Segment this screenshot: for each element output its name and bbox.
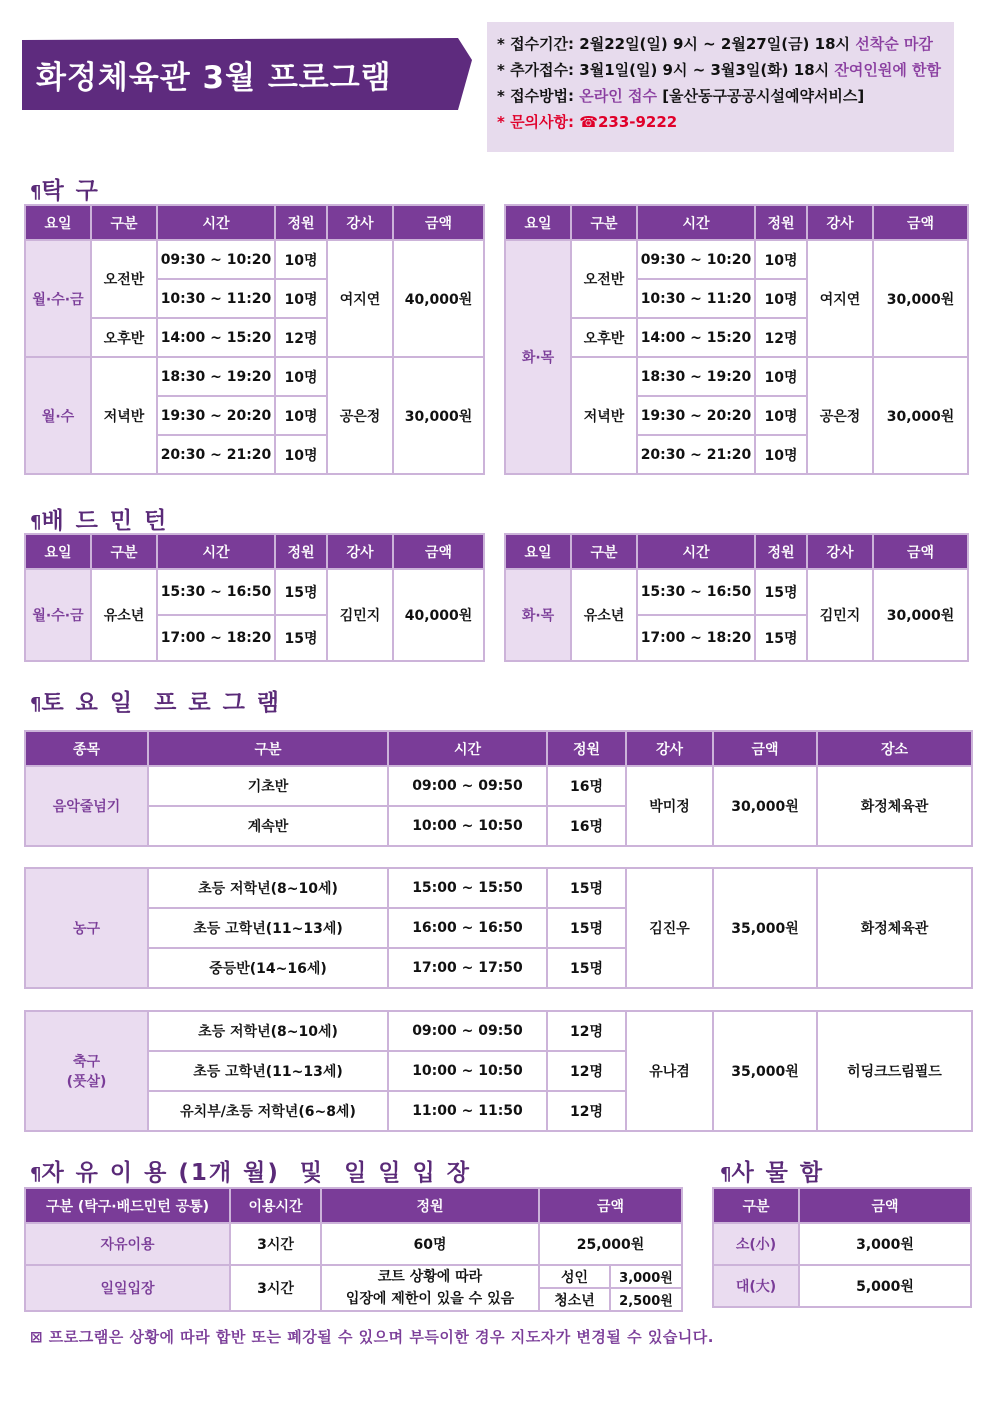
locker-small-label: 소(小)	[713, 1223, 799, 1265]
saturday-jumprope-table	[24, 730, 973, 847]
fee-cell: 25,000원	[539, 1223, 682, 1265]
capacity-cell: 10명	[275, 240, 327, 279]
capacity-cell: 16명	[547, 766, 626, 806]
header-capacity: 정원	[321, 1188, 539, 1223]
day-cell: 화·목	[505, 569, 571, 661]
section-mark: ¶	[30, 182, 42, 203]
event-name: 축구	[72, 1054, 101, 1070]
adult-fee: 3,000원	[610, 1265, 682, 1288]
header-usage-time: 이용시간	[230, 1188, 321, 1223]
header-capacity: 정원	[275, 534, 327, 569]
badminton-mwf-table	[24, 533, 485, 662]
info-line-period	[497, 31, 944, 57]
header-fee: 금액	[393, 534, 484, 569]
capacity-cell: 10명	[275, 435, 327, 474]
info-note: 온라인 접수	[579, 87, 657, 105]
header-event: 종목	[25, 731, 148, 766]
time-cell: 19:30 ~ 20:20	[637, 396, 755, 435]
section-title-text: 탁 구	[41, 178, 100, 204]
class-cell: 저녁반	[91, 357, 157, 474]
info-line-method	[497, 83, 944, 109]
header-class: 구분 (탁구·배드민턴 공통)	[25, 1188, 230, 1223]
header-fee: 금액	[873, 205, 968, 240]
youth-label: 청소년	[539, 1288, 610, 1311]
time-cell: 09:00 ~ 09:50	[388, 1011, 547, 1051]
info-box	[487, 22, 954, 152]
info-label: * 문의사항:	[497, 113, 575, 131]
time-cell: 17:00 ~ 18:20	[637, 615, 755, 661]
class-cell: 초등 저학년(8~10세)	[148, 1011, 388, 1051]
header-day: 요일	[25, 534, 91, 569]
instructor-cell: 김민지	[327, 569, 393, 661]
header-capacity: 정원	[547, 731, 626, 766]
capacity-cell: 12명	[755, 318, 807, 357]
section-mark: ¶	[30, 512, 42, 533]
header-class: 구분	[571, 205, 637, 240]
class-cell: 유소년	[91, 569, 157, 661]
header-instructor: 강사	[327, 205, 393, 240]
header-class: 구분	[571, 534, 637, 569]
youth-fee: 2,500원	[610, 1288, 682, 1311]
class-cell: 계속반	[148, 806, 388, 846]
fee-cell: 30,000원	[873, 240, 968, 357]
fee-cell: 30,000원	[873, 569, 968, 661]
info-label: * 접수기간:	[497, 35, 575, 53]
day-cell: 월·수	[25, 357, 91, 474]
capacity-cell: 10명	[755, 279, 807, 318]
time-cell: 15:30 ~ 16:50	[637, 569, 755, 615]
section-title-table-tennis	[30, 172, 100, 205]
capacity-cell: 12명	[547, 1011, 626, 1051]
capacity-cell: 12명	[275, 318, 327, 357]
day-cell: 월·수·금	[25, 240, 91, 357]
header-instructor: 강사	[626, 731, 713, 766]
event-cell: 농구	[25, 868, 148, 988]
daily-entry-label: 일일입장	[25, 1265, 230, 1311]
header-place: 장소	[817, 731, 972, 766]
instructor-cell: 박미정	[626, 766, 713, 846]
info-note: 잔여인원에 한함	[834, 61, 942, 79]
time-cell: 20:30 ~ 21:20	[637, 435, 755, 474]
time-cell: 16:00 ~ 16:50	[388, 908, 547, 948]
day-cell: 화·목	[505, 240, 571, 474]
time-cell: 14:00 ~ 15:20	[637, 318, 755, 357]
time-cell: 10:30 ~ 11:20	[637, 279, 755, 318]
free-use-label: 자유이용	[25, 1223, 230, 1265]
capacity-cell: 15명	[755, 615, 807, 661]
header-class: 구분	[148, 731, 388, 766]
time-cell: 17:00 ~ 18:20	[157, 615, 275, 661]
capacity-cell: 10명	[275, 357, 327, 396]
time-cell: 09:30 ~ 10:20	[637, 240, 755, 279]
free-use-table	[24, 1187, 683, 1312]
fee-cell: 30,000원	[873, 357, 968, 474]
header-time: 시간	[637, 534, 755, 569]
section-title-text: 사 물 함	[731, 1160, 825, 1186]
header-fee: 금액	[713, 731, 817, 766]
place-cell: 화정체육관	[817, 766, 972, 846]
header-day: 요일	[505, 205, 571, 240]
class-cell: 오후반	[571, 318, 637, 357]
locker-small-fee: 3,000원	[799, 1223, 971, 1265]
section-title-text: 배 드 민 턴	[41, 508, 169, 534]
info-label: * 접수방법:	[497, 87, 575, 105]
header-instructor: 강사	[807, 534, 873, 569]
usage-time-cell: 3시간	[230, 1265, 321, 1311]
header-fee: 금액	[539, 1188, 682, 1223]
time-cell: 09:30 ~ 10:20	[157, 240, 275, 279]
info-label: * 추가접수:	[497, 61, 575, 79]
header-instructor: 강사	[807, 205, 873, 240]
section-title-badminton	[30, 502, 168, 535]
header-class: 구분	[91, 205, 157, 240]
header-class: 구분	[713, 1188, 799, 1223]
section-mark: ¶	[30, 1164, 42, 1185]
capacity-cell: 15명	[547, 868, 626, 908]
class-cell: 유치부/초등 저학년(6~8세)	[148, 1091, 388, 1131]
day-cell: 월·수·금	[25, 569, 91, 661]
header-instructor: 강사	[327, 534, 393, 569]
info-note: 선착순 마감	[855, 35, 933, 53]
info-line-extra	[497, 57, 944, 83]
header-day: 요일	[25, 205, 91, 240]
capacity-cell: 12명	[547, 1091, 626, 1131]
capacity-note-cell	[321, 1265, 539, 1311]
usage-time-cell: 3시간	[230, 1223, 321, 1265]
fee-cell: 30,000원	[713, 766, 817, 846]
capacity-cell: 10명	[755, 357, 807, 396]
time-cell: 18:30 ~ 19:20	[157, 357, 275, 396]
capacity-cell: 10명	[755, 240, 807, 279]
section-title-free-use	[30, 1154, 471, 1187]
event-subname: (풋살)	[66, 1074, 107, 1090]
time-cell: 17:00 ~ 17:50	[388, 948, 547, 988]
instructor-cell: 공은정	[807, 357, 873, 474]
class-cell: 기초반	[148, 766, 388, 806]
instructor-cell: 유나겸	[626, 1011, 713, 1131]
header-time: 시간	[388, 731, 547, 766]
adult-label: 성인	[539, 1265, 610, 1288]
header-fee: 금액	[799, 1188, 971, 1223]
time-cell: 19:30 ~ 20:20	[157, 396, 275, 435]
capacity-note-line: 입장에 제한이 있을 수 있음	[345, 1291, 515, 1307]
info-value: 2월22일(일) 9시 ~ 2월27일(금) 18시	[579, 35, 850, 53]
fee-cell: 40,000원	[393, 240, 484, 357]
fee-cell: 30,000원	[393, 357, 484, 474]
table-tennis-tt-table	[504, 204, 969, 475]
instructor-cell: 공은정	[327, 357, 393, 474]
header-fee: 금액	[873, 534, 968, 569]
locker-table	[712, 1187, 972, 1308]
place-cell: 히딩크드림필드	[817, 1011, 972, 1131]
header-day: 요일	[505, 534, 571, 569]
event-cell: 음악줄넘기	[25, 766, 148, 846]
class-cell: 오전반	[91, 240, 157, 318]
capacity-cell: 10명	[275, 279, 327, 318]
class-cell: 저녁반	[571, 357, 637, 474]
time-cell: 09:00 ~ 09:50	[388, 766, 547, 806]
capacity-cell: 60명	[321, 1223, 539, 1265]
saturday-soccer-table	[24, 1010, 973, 1132]
capacity-cell: 15명	[275, 615, 327, 661]
class-cell: 오전반	[571, 240, 637, 318]
page-title: 화정체육관 3월 프로그램	[36, 60, 392, 96]
capacity-cell: 15명	[275, 569, 327, 615]
instructor-cell: 김진우	[626, 868, 713, 988]
header-fee: 금액	[393, 205, 484, 240]
fee-cell: 35,000원	[713, 868, 817, 988]
class-cell: 유소년	[571, 569, 637, 661]
class-cell: 초등 고학년(11~13세)	[148, 908, 388, 948]
time-cell: 14:00 ~ 15:20	[157, 318, 275, 357]
class-cell: 중등반(14~16세)	[148, 948, 388, 988]
info-line-contact	[497, 109, 944, 135]
title-banner	[22, 38, 472, 110]
time-cell: 10:00 ~ 10:50	[388, 806, 547, 846]
capacity-cell: 10명	[275, 396, 327, 435]
time-cell: 10:30 ~ 11:20	[157, 279, 275, 318]
capacity-cell: 15명	[547, 948, 626, 988]
table-tennis-mwf-table	[24, 204, 485, 475]
header-time: 시간	[157, 534, 275, 569]
info-phone: ☎233-9222	[579, 113, 678, 131]
locker-large-label: 대(大)	[713, 1265, 799, 1307]
section-mark: ¶	[720, 1164, 732, 1185]
class-cell: 초등 저학년(8~10세)	[148, 868, 388, 908]
header-time: 시간	[157, 205, 275, 240]
section-title-text: 토 요 일 프 로 그 램	[41, 690, 282, 716]
info-value: [울산동구공공시설예약서비스]	[662, 87, 865, 105]
class-cell: 오후반	[91, 318, 157, 357]
section-mark: ¶	[30, 694, 42, 715]
info-value: 3월1일(일) 9시 ~ 3월3일(화) 18시	[579, 61, 830, 79]
capacity-cell: 10명	[755, 396, 807, 435]
time-cell: 11:00 ~ 11:50	[388, 1091, 547, 1131]
header-capacity: 정원	[755, 205, 807, 240]
fee-cell: 40,000원	[393, 569, 484, 661]
time-cell: 15:00 ~ 15:50	[388, 868, 547, 908]
capacity-cell: 15명	[755, 569, 807, 615]
time-cell: 15:30 ~ 16:50	[157, 569, 275, 615]
time-cell: 18:30 ~ 19:20	[637, 357, 755, 396]
section-title-saturday	[30, 684, 281, 717]
header-class: 구분	[91, 534, 157, 569]
capacity-cell: 15명	[547, 908, 626, 948]
capacity-note-line: 코트 상황에 따라	[377, 1269, 483, 1285]
event-cell	[25, 1011, 148, 1131]
capacity-cell: 12명	[547, 1051, 626, 1091]
header-capacity: 정원	[755, 534, 807, 569]
place-cell: 화정체육관	[817, 868, 972, 988]
capacity-cell: 10명	[755, 435, 807, 474]
time-cell: 10:00 ~ 10:50	[388, 1051, 547, 1091]
section-title-text: 자 유 이 용 (1개 월) 및 일 일 입 장	[41, 1160, 471, 1186]
class-cell: 초등 고학년(11~13세)	[148, 1051, 388, 1091]
header-capacity: 정원	[275, 205, 327, 240]
instructor-cell: 김민지	[807, 569, 873, 661]
time-cell: 20:30 ~ 21:20	[157, 435, 275, 474]
instructor-cell: 여지연	[807, 240, 873, 357]
instructor-cell: 여지연	[327, 240, 393, 357]
locker-large-fee: 5,000원	[799, 1265, 971, 1307]
saturday-basketball-table	[24, 867, 973, 989]
section-title-locker	[720, 1154, 824, 1187]
fee-cell: 35,000원	[713, 1011, 817, 1131]
badminton-tt-table	[504, 533, 969, 662]
header-time: 시간	[637, 205, 755, 240]
footnote: ⊠ 프로그램은 상황에 따라 합반 또는 폐강될 수 있으며 부득이한 경우 지도자가 변경될 수 있습니다.	[30, 1328, 714, 1346]
capacity-cell: 16명	[547, 806, 626, 846]
